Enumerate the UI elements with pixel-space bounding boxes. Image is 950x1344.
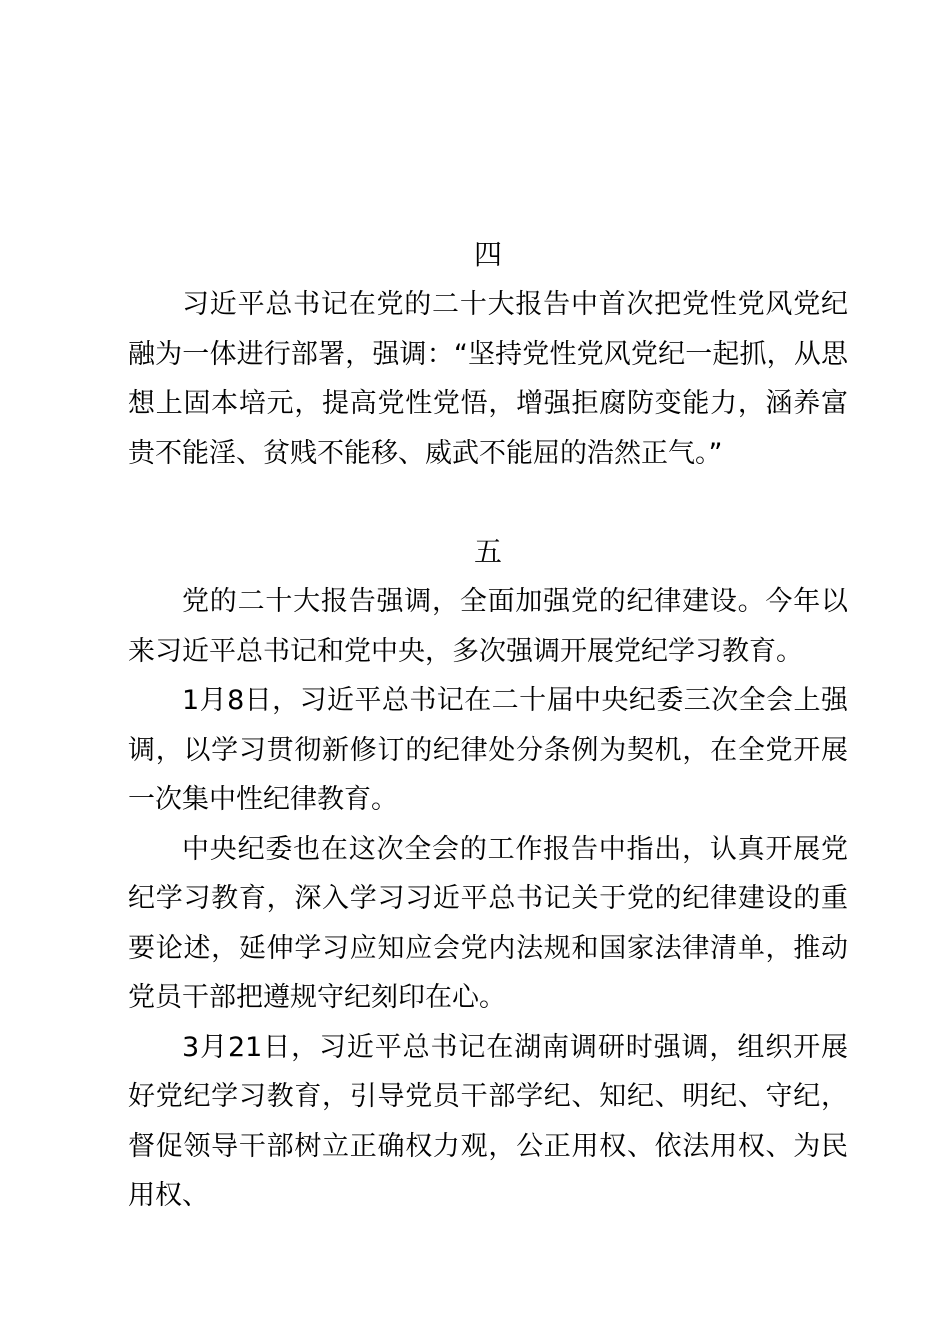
section-heading-5: 五 <box>473 535 502 568</box>
document-body <box>128 230 848 1221</box>
paragraph: 中央纪委也在这次全会的工作报告中指出，认真开展党纪学习教育，深入学习习近平总书记关于党的纪律建设的重要论述，延伸学习应知应会党内法规和国家法律清单，推动党员干部把遵规守纪刻印在心。 <box>128 833 848 1013</box>
section-heading-4: 四 <box>473 238 502 271</box>
paragraph: 1月8日，习近平总书记在二十届中央纪委三次全会上强调，以学习贯彻新修订的纪律处分条例为契机，在全党开展一次集中性纪律教育。 <box>128 685 848 815</box>
paragraph: 习近平总书记在党的二十大报告中首次把党性党风党纪融为一体进行部署，强调：“坚持党性党风党纪一起抓，从思想上固本培元，提高党性党悟，增强拒腐防变能力，涵养富贵不能淫、贫贱不能移、威武不能屈的浩然正气。” <box>128 289 848 469</box>
section-spacer <box>128 478 848 527</box>
paragraph: 3月21日，习近平总书记在湖南调研时强调，组织开展好党纪学习教育，引导党员干部学纪、知纪、明纪、守纪，督促领导干部树立正确权力观，公正用权、依法用权、为民用权、 <box>128 1031 848 1211</box>
paragraph: 党的二十大报告强调，全面加强党的纪律建设。今年以来习近平总书记和党中央，多次强调开展党纪学习教育。 <box>128 586 848 667</box>
